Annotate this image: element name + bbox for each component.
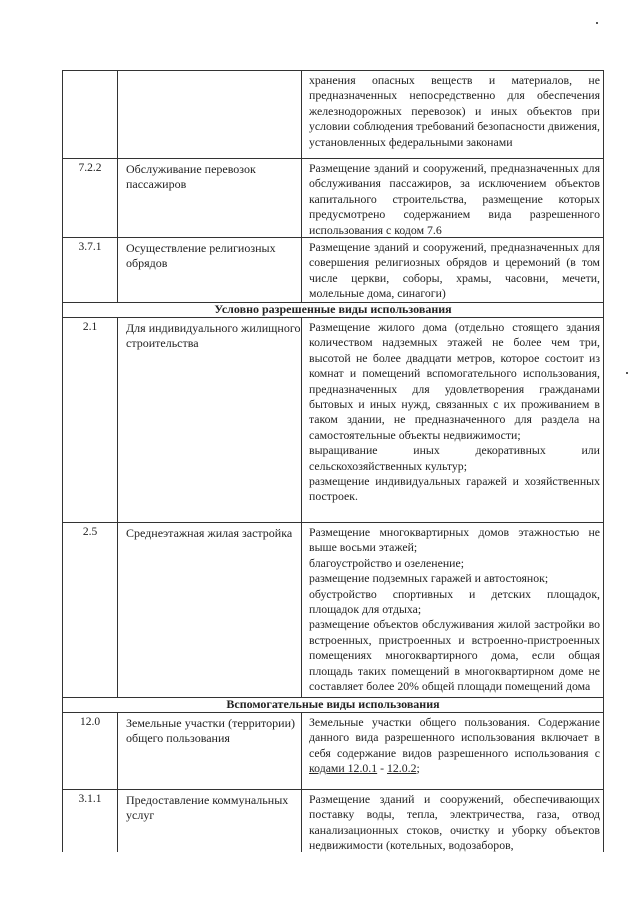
name-cell [118,71,302,158]
description-paragraph: Размещение многоквартирных домов этажностью не выше восьми этажей; [309,525,600,555]
name-cell: Осуществление религиозных обрядов [118,238,302,302]
section-header-row [63,698,604,713]
description-text: Земельные участки общего пользования. Содержание данного вида разрешенного использования включает в себя содержание видов разрешенного использования с [309,715,600,760]
description-paragraph: выращивание иных декоративных или сельскохозяйственных культур; [309,443,600,473]
description-paragraph: благоустройство и озеленение; [309,555,464,570]
code-cell: 2.1 [63,318,118,522]
name-cell: Земельные участки (территории) общего пользования [118,713,302,789]
code-cell: 3.1.1 [63,790,118,852]
description-cell: Размещение зданий и сооружений, предназначенных для совершения религиозных обрядов и церемоний (в том числе церкви, соборы, храмы, часовни, мечети, молельные дома, синагоги) [302,238,604,302]
land-use-table [62,70,604,852]
description-text: - [377,761,387,776]
description-paragraph: размещение индивидуальных гаражей и хозяйственных построек. [309,474,600,504]
description-cell: Размещение зданий и сооружений, обеспечивающих поставку воды, тепла, электричества, газа, отвод канализационных стоков, очистку и уборку объектов недвижимости (котельных, водозаборов, [302,790,604,852]
section-header-row [63,303,604,318]
section-title-auxiliary: Вспомогательные виды использования [63,698,604,712]
description-paragraph: Размещение жилого дома (отдельно стоящего здания количеством надземных этажей не более чем три, высотой не более двадцати метров, которое состоит из комнат и помещений вспомогательного использования, предназначенных для удовлетворения гражданами бытовых и иных нужд, связанных с их проживанием в таком здании, не предназначенного для раздела на самостоятельные объекты недвижимости; [309,320,600,442]
description-text: ; [416,761,420,776]
section-title-conditional: Условно разрешенные виды использования [63,303,604,317]
table-row [63,71,604,159]
code-link[interactable]: кодами 12.0.1 [309,761,378,776]
code-cell: 12.0 [63,713,118,789]
code-cell [63,71,118,158]
description-paragraph: обустройство спортивных и детских площадок, площадок для отдыха; [309,586,600,617]
code-cell: 7.2.2 [63,159,118,237]
scan-speck [626,372,628,374]
table-row [63,159,604,238]
code-link[interactable]: 12.0.2 [386,761,417,776]
table-row [63,238,604,303]
description-cell [302,318,604,522]
name-cell: Предоставление коммунальных услуг [118,790,302,852]
table-row [63,523,604,698]
table-row [63,318,604,523]
name-cell: Для индивидуального жилищного строительства [118,318,302,522]
description-cell: Размещение зданий и сооружений, предназначенных для обслуживания пассажиров, за исключением объектов капитального строительства, размещение которых предусмотрено содержанием вида разрешенного использования с кодом 7.6 [302,159,604,237]
description-paragraph: размещение подземных гаражей и автостоянок; [309,571,549,586]
description-cell [302,523,604,697]
code-cell: 3.7.1 [63,238,118,302]
name-cell: Среднеэтажная жилая застройка [118,523,302,697]
name-cell: Обслуживание перевозок пассажиров [118,159,302,237]
description-paragraph: размещение объектов обслуживания жилой застройки во встроенных, пристроенных и встроенно-пристроенных помещениях многоквартирного дома, если общая площадь таких помещений в многоквартирном доме не составляет более 20% общей площади помещений дома [309,617,600,694]
description-cell [302,713,604,789]
table-row [63,713,604,790]
code-cell: 2.5 [63,523,118,697]
scan-speck [596,22,598,24]
description-cell: хранения опасных веществ и материалов, не предназначенных непосредственно для обеспечения железнодорожных перевозок) и иных объектов при условии соблюдения требований безопасности движения, установленных федеральными законами [302,71,604,158]
table-row [63,790,604,852]
